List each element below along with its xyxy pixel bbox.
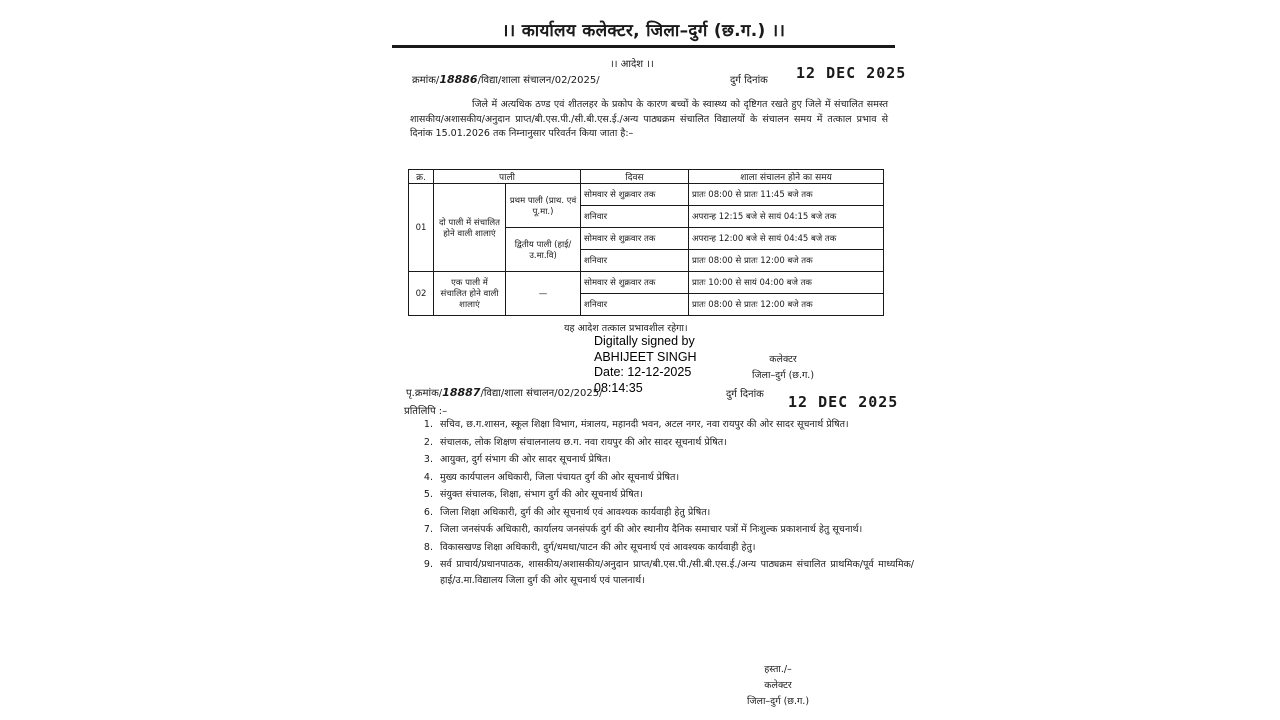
signature-title: कलेक्टर: [764, 680, 792, 691]
digital-signature-block: [594, 334, 697, 396]
endorsement-reference: [406, 385, 602, 399]
shift-cell: प्रथम पाली (प्राथ. एवं पू.मा.): [506, 184, 581, 228]
effective-note: यह आदेश तत्काल प्रभावशील रहेगा।: [564, 323, 688, 334]
serial-cell: 01: [409, 184, 434, 272]
reference-handwritten-number: 18886: [439, 73, 478, 86]
list-item: 7. जिला जनसंपर्क अधिकारी, कार्यालय जनसंपर्क दुर्ग की ओर स्थानीय दैनिक समाचार पत्रों में निःशुल्क प्रकाशनार्थ हेतु सूचनार्थ।: [436, 522, 914, 538]
endorsement-prefix: पृ.क्रमांक/: [406, 388, 443, 399]
endorsement-handwritten-number: 18887: [442, 386, 481, 399]
digital-signature-name: ABHIJEET SINGH: [594, 349, 697, 364]
office-title: ।। कार्यालय कलेक्टर, जिला–दुर्ग (छ.ग.) ।।: [502, 21, 786, 41]
copy-to-label: प्रतिलिपि :–: [404, 406, 448, 417]
order-document: [392, 0, 914, 720]
reference-prefix: क्रमांक/: [412, 75, 440, 86]
day-cell: शनिवार: [581, 294, 689, 316]
reference-place: दुर्ग दिनांक: [730, 75, 768, 86]
category-cell: दो पाली में संचालित होने वाली शालाएं: [434, 184, 506, 272]
time-cell: प्रातः 08:00 से प्रातः 12:00 बजे तक: [689, 250, 884, 272]
time-cell: अपरान्ह 12:15 बजे से सायं 04:15 बजे तक: [689, 206, 884, 228]
day-cell: शनिवार: [581, 250, 689, 272]
list-item: 9. सर्व प्राचार्य/प्रधानपाठक, शासकीय/अशासकीय/अनुदान प्राप्त/बी.एस.पी./सी.बी.एस.ई./अन्य पाठ्यक्रम संचालित प्राथमिक/पूर्व माध्यमिक/हाई/उ.मा.विद्यालय जिला दुर्ग की ओर सूचनार्थ एवं पालनार्थ।: [436, 557, 914, 588]
copy-recipient-list: [408, 417, 914, 590]
category-cell: एक पाली में संचालित होने वाली शालाएं: [434, 272, 506, 316]
list-item: 8. विकासखण्ड शिक्षा अधिकारी, दुर्ग/धमधा/पाटन की ओर सूचनार्थ एवं आवश्यक कार्यवाही हेतु।: [436, 540, 914, 556]
list-item: 4. मुख्य कार्यपालन अधिकारी, जिला पंचायत दुर्ग की ओर सूचनार्थ प्रेषित।: [436, 470, 914, 486]
shift-cell: —: [506, 272, 581, 316]
list-item: 5. संयुक्त संचालक, शिक्षा, संभाग दुर्ग की ओर सूचनार्थ प्रेषित।: [436, 487, 914, 503]
table-row: [409, 272, 884, 294]
day-cell: सोमवार से शुक्रवार तक: [581, 184, 689, 206]
time-cell: प्रातः 10:00 से सायं 04:00 बजे तक: [689, 272, 884, 294]
signature-district: जिला–दुर्ग (छ.ग.): [747, 696, 810, 707]
shift-cell: द्वितीय पाली (हाई/उ.मा.वि): [506, 228, 581, 272]
list-item: 6. जिला शिक्षा अधिकारी, दुर्ग की ओर सूचनार्थ एवं आवश्यक कार्यवाही हेतु प्रेषित।: [436, 505, 914, 521]
serial-cell: 02: [409, 272, 434, 316]
header-serial: क्र.: [409, 170, 434, 184]
order-label: ।। आदेश ।।: [610, 59, 654, 70]
table-header-row: [409, 170, 884, 184]
digital-signature-line: Digitally signed by: [594, 334, 695, 348]
list-item: 2. संचालक, लोक शिक्षण संचालनालय छ.ग. नवा रायपुर की ओर सादर सूचनार्थ प्रेषित।: [436, 435, 914, 451]
time-cell: प्रातः 08:00 से प्रातः 11:45 बजे तक: [689, 184, 884, 206]
reference-suffix: /विद्या/शाला संचालन/02/2025/: [477, 75, 600, 86]
day-cell: सोमवार से शुक्रवार तक: [581, 272, 689, 294]
date-stamp: 12 DEC 2025: [796, 64, 907, 82]
collector-signature: [752, 352, 814, 384]
day-cell: सोमवार से शुक्रवार तक: [581, 228, 689, 250]
list-item: 3. आयुक्त, दुर्ग संभाग की ओर सादर सूचनार्थ प्रेषित।: [436, 452, 914, 468]
final-signature: [747, 662, 809, 710]
endorsement-place: दुर्ग दिनांक: [726, 389, 764, 400]
time-cell: अपरान्ह 12:00 बजे से सायं 04:45 बजे तक: [689, 228, 884, 250]
endorsement-suffix: /विद्या/शाला संचालन/02/2025/: [480, 388, 603, 399]
schedule-table: [408, 169, 884, 316]
header-day: दिवस: [581, 170, 689, 184]
digital-signature-time: 08:14:35: [594, 380, 643, 395]
header-time: शाला संचालन होने का समय: [689, 170, 884, 184]
table-row: [409, 184, 884, 206]
time-cell: प्रातः 08:00 से प्रातः 12:00 बजे तक: [689, 294, 884, 316]
reference-number: [412, 72, 600, 86]
signature-district: जिला–दुर्ग (छ.ग.): [752, 370, 815, 381]
digital-signature-date: Date: 12-12-2025: [594, 365, 692, 379]
endorsement-date-stamp: 12 DEC 2025: [788, 393, 899, 411]
signed-mark: हस्ता./–: [764, 664, 792, 675]
day-cell: शनिवार: [581, 206, 689, 228]
intro-paragraph: जिले में अत्यधिक ठण्ड एवं शीतलहर के प्रकोप के कारण बच्चों के स्वास्थ्य को दृष्टिगत रखते हुए जिले में संचालित समस्त शासकीय/अशासकीय/अनुदान प्राप्त/बी.एस.पी./सी.बी.एस.ई./अन्य पाठ्यक्रम संचालित विद्यालयों के संचालन समय में तत्काल प्रभाव से दिनांक 15.01.2026 तक निम्नानुसार परिवर्तन किया जाता है:–: [410, 99, 888, 139]
list-item: 1. सचिव, छ.ग.शासन, स्कूल शिक्षा विभाग, मंत्रालय, महानदी भवन, अटल नगर, नवा रायपुर की ओर सादर सूचनार्थ प्रेषित।: [436, 417, 914, 433]
signature-title: कलेक्टर: [769, 354, 797, 365]
header-shift: पाली: [434, 170, 581, 184]
header-rule: [392, 45, 895, 48]
